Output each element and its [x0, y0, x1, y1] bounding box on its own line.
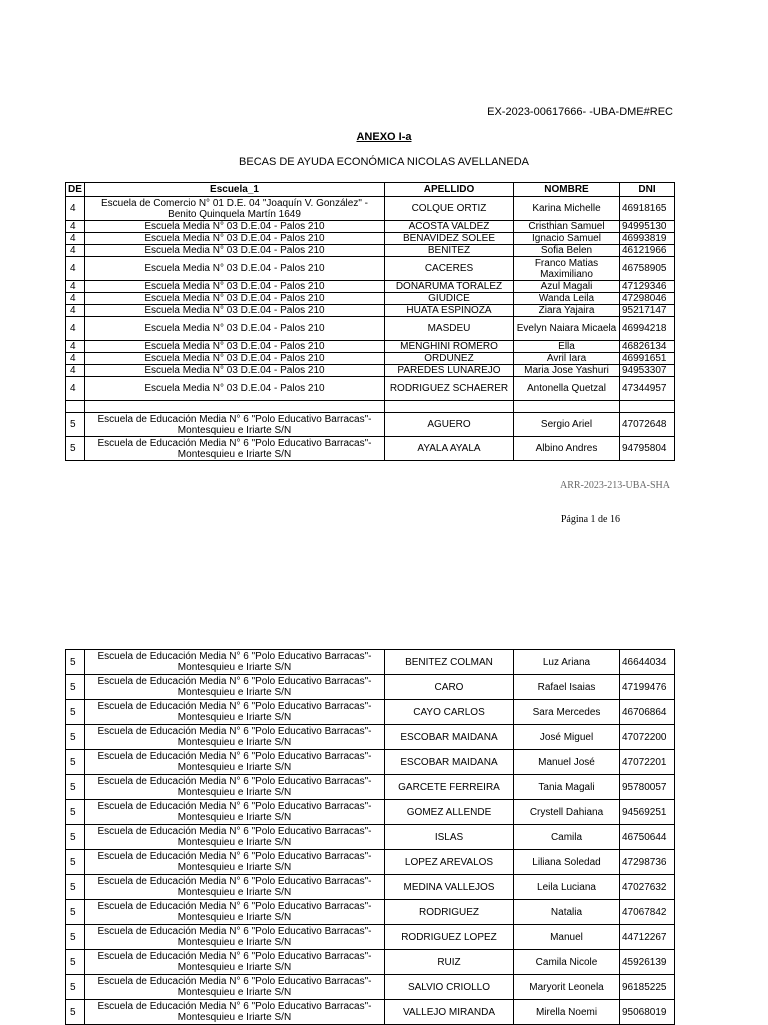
header-de: DE	[66, 183, 85, 197]
table-row	[66, 775, 675, 800]
cell-nombre: Camila Nicole	[514, 950, 620, 975]
table-row	[66, 950, 675, 975]
cell-escuela: Escuela Media N° 03 D.E.04 - Palos 210	[85, 245, 385, 257]
cell-nombre: Camila	[514, 825, 620, 850]
cell-de: 4	[66, 197, 85, 221]
table-row	[66, 850, 675, 875]
cell-nombre: Ignacio Samuel	[514, 233, 620, 245]
cell-escuela: Escuela de Educación Media N° 6 "Polo Educativo Barracas"- Montesquieu e Iriarte S/N	[85, 800, 385, 825]
cell-de	[66, 401, 85, 413]
table-row	[66, 221, 675, 233]
table-row	[66, 317, 675, 341]
cell-escuela: Escuela Media N° 03 D.E.04 - Palos 210	[85, 365, 385, 377]
cell-de: 5	[66, 925, 85, 950]
cell-escuela: Escuela Media N° 03 D.E.04 - Palos 210	[85, 257, 385, 281]
cell-dni: 46758905	[620, 257, 675, 281]
document-page-2	[0, 575, 768, 1024]
cell-apellido: BENITEZ COLMAN	[385, 650, 514, 675]
cell-dni: 47199476	[620, 675, 675, 700]
document-subtitle: BECAS DE AYUDA ECONÓMICA NICOLAS AVELLANEDA	[239, 156, 529, 168]
header-nombre: NOMBRE	[514, 183, 620, 197]
cell-nombre: Luz Ariana	[514, 650, 620, 675]
cell-nombre: Wanda Leila	[514, 293, 620, 305]
cell-apellido: BENAVIDEZ SOLEE	[385, 233, 514, 245]
cell-escuela: Escuela de Educación Media N° 6 "Polo Educativo Barracas"- Montesquieu e Iriarte S/N	[85, 413, 385, 437]
cell-apellido: GOMEZ ALLENDE	[385, 800, 514, 825]
cell-de: 5	[66, 700, 85, 725]
cell-de: 5	[66, 437, 85, 461]
cell-nombre: Albino Andres	[514, 437, 620, 461]
table-row	[66, 925, 675, 950]
table-row	[66, 750, 675, 775]
cell-apellido: VALLEJO MIRANDA	[385, 1000, 514, 1025]
table-row	[66, 377, 675, 401]
cell-dni: 47344957	[620, 377, 675, 401]
cell-apellido: PAREDES LUNAREJO	[385, 365, 514, 377]
table-row	[66, 353, 675, 365]
cell-dni: 47072648	[620, 413, 675, 437]
cell-dni: 47298046	[620, 293, 675, 305]
table-row	[66, 437, 675, 461]
cell-escuela: Escuela Media N° 03 D.E.04 - Palos 210	[85, 221, 385, 233]
cell-dni: 44712267	[620, 925, 675, 950]
cell-escuela: Escuela de Educación Media N° 6 "Polo Educativo Barracas"- Montesquieu e Iriarte S/N	[85, 725, 385, 750]
cell-nombre: Manuel	[514, 925, 620, 950]
cell-escuela: Escuela Media N° 03 D.E.04 - Palos 210	[85, 281, 385, 293]
table-row	[66, 281, 675, 293]
cell-escuela: Escuela de Educación Media N° 6 "Polo Educativo Barracas"- Montesquieu e Iriarte S/N	[85, 900, 385, 925]
table-row	[66, 413, 675, 437]
cell-apellido: CARO	[385, 675, 514, 700]
cell-dni: 46750644	[620, 825, 675, 850]
cell-de: 5	[66, 850, 85, 875]
cell-escuela: Escuela de Educación Media N° 6 "Polo Educativo Barracas"- Montesquieu e Iriarte S/N	[85, 850, 385, 875]
cell-de: 5	[66, 975, 85, 1000]
cell-escuela: Escuela Media N° 03 D.E.04 - Palos 210	[85, 377, 385, 401]
cell-apellido: CACERES	[385, 257, 514, 281]
header-escuela: Escuela_1	[85, 183, 385, 197]
cell-escuela: Escuela de Educación Media N° 6 "Polo Educativo Barracas"- Montesquieu e Iriarte S/N	[85, 925, 385, 950]
table-row	[66, 975, 675, 1000]
cell-nombre: Franco Matias Maximiliano	[514, 257, 620, 281]
cell-apellido: AYALA AYALA	[385, 437, 514, 461]
cell-escuela: Escuela de Comercio N° 01 D.E. 04 "Joaquín V. González" - Benito Quinquela Martín 1649	[85, 197, 385, 221]
cell-escuela: Escuela de Educación Media N° 6 "Polo Educativo Barracas"- Montesquieu e Iriarte S/N	[85, 650, 385, 675]
table-row	[66, 293, 675, 305]
cell-apellido: GARCETE FERREIRA	[385, 775, 514, 800]
table-row	[66, 725, 675, 750]
document-id: EX-2023-00617666- -UBA-DME#REC	[487, 106, 673, 118]
cell-nombre: Sofia Belen	[514, 245, 620, 257]
cell-apellido: RODRIGUEZ	[385, 900, 514, 925]
cell-dni: 95780057	[620, 775, 675, 800]
cell-nombre: Azul Magali	[514, 281, 620, 293]
cell-escuela: Escuela de Educación Media N° 6 "Polo Educativo Barracas"- Montesquieu e Iriarte S/N	[85, 875, 385, 900]
cell-escuela: Escuela de Educación Media N° 6 "Polo Educativo Barracas"- Montesquieu e Iriarte S/N	[85, 1000, 385, 1025]
cell-nombre: Ziara Yajaira	[514, 305, 620, 317]
cell-escuela: Escuela de Educación Media N° 6 "Polo Educativo Barracas"- Montesquieu e Iriarte S/N	[85, 975, 385, 1000]
cell-de: 5	[66, 650, 85, 675]
cell-apellido: MEDINA VALLEJOS	[385, 875, 514, 900]
cell-apellido: ORDUÑEZ	[385, 353, 514, 365]
cell-escuela	[85, 401, 385, 413]
table-row	[66, 650, 675, 675]
scholarship-table-page-2	[65, 649, 675, 1025]
cell-escuela: Escuela Media N° 03 D.E.04 - Palos 210	[85, 353, 385, 365]
cell-dni: 46706864	[620, 700, 675, 725]
cell-dni: 95068019	[620, 1000, 675, 1025]
cell-de: 5	[66, 413, 85, 437]
cell-dni: 47067842	[620, 900, 675, 925]
cell-dni: 94569251	[620, 800, 675, 825]
cell-nombre: Cristhian Samuel	[514, 221, 620, 233]
cell-escuela: Escuela de Educación Media N° 6 "Polo Educativo Barracas"- Montesquieu e Iriarte S/N	[85, 700, 385, 725]
cell-de: 4	[66, 293, 85, 305]
cell-de: 4	[66, 353, 85, 365]
table-row	[66, 401, 675, 413]
cell-nombre: Avril Iara	[514, 353, 620, 365]
cell-apellido: RUIZ	[385, 950, 514, 975]
cell-dni: 47027632	[620, 875, 675, 900]
scholarship-table-page-1	[65, 182, 675, 461]
cell-nombre: Sergio Ariel	[514, 413, 620, 437]
cell-dni: 47072200	[620, 725, 675, 750]
cell-dni: 45926139	[620, 950, 675, 975]
cell-de: 4	[66, 245, 85, 257]
cell-apellido: MENGHINI ROMERO	[385, 341, 514, 353]
cell-nombre: Ella	[514, 341, 620, 353]
cell-nombre: Maria Jose Yashuri	[514, 365, 620, 377]
table-row	[66, 233, 675, 245]
cell-dni: 46121966	[620, 245, 675, 257]
document-stamp: ARR-2023-213-UBA-SHA	[560, 480, 670, 491]
table-row	[66, 305, 675, 317]
cell-dni: 47129346	[620, 281, 675, 293]
cell-de: 5	[66, 825, 85, 850]
cell-apellido: CAYO CARLOS	[385, 700, 514, 725]
cell-escuela: Escuela Media N° 03 D.E.04 - Palos 210	[85, 293, 385, 305]
cell-apellido: HUATA ESPINOZA	[385, 305, 514, 317]
table-row	[66, 900, 675, 925]
cell-nombre: Maryorit Leonela	[514, 975, 620, 1000]
cell-escuela: Escuela de Educación Media N° 6 "Polo Educativo Barracas"- Montesquieu e Iriarte S/N	[85, 825, 385, 850]
cell-nombre: José Miguel	[514, 725, 620, 750]
table-row	[66, 675, 675, 700]
table-row	[66, 197, 675, 221]
annex-title: ANEXO I-a	[356, 131, 412, 143]
cell-escuela: Escuela de Educación Media N° 6 "Polo Educativo Barracas"- Montesquieu e Iriarte S/N	[85, 437, 385, 461]
table-row	[66, 1000, 675, 1025]
cell-de: 4	[66, 257, 85, 281]
cell-escuela: Escuela de Educación Media N° 6 "Polo Educativo Barracas"- Montesquieu e Iriarte S/N	[85, 775, 385, 800]
table-row	[66, 365, 675, 377]
cell-apellido: COLQUE ORTIZ	[385, 197, 514, 221]
cell-escuela: Escuela Media N° 03 D.E.04 - Palos 210	[85, 317, 385, 341]
cell-de: 5	[66, 1000, 85, 1025]
cell-apellido	[385, 401, 514, 413]
cell-dni: 95217147	[620, 305, 675, 317]
cell-de: 5	[66, 875, 85, 900]
cell-nombre: Tania Magali	[514, 775, 620, 800]
cell-apellido: ESCOBAR MAIDANA	[385, 725, 514, 750]
cell-dni: 94795804	[620, 437, 675, 461]
cell-apellido: SALVIO CRIOLLO	[385, 975, 514, 1000]
cell-de: 4	[66, 317, 85, 341]
cell-nombre: Sara Mercedes	[514, 700, 620, 725]
table-row	[66, 341, 675, 353]
page-number: Página 1 de 16	[560, 514, 620, 525]
cell-apellido: RODRIGUEZ SCHAERER	[385, 377, 514, 401]
cell-apellido: GIUDICE	[385, 293, 514, 305]
cell-escuela: Escuela de Educación Media N° 6 "Polo Educativo Barracas"- Montesquieu e Iriarte S/N	[85, 750, 385, 775]
header-dni: DNI	[620, 183, 675, 197]
cell-escuela: Escuela de Educación Media N° 6 "Polo Educativo Barracas"- Montesquieu e Iriarte S/N	[85, 950, 385, 975]
table-row	[66, 700, 675, 725]
cell-escuela: Escuela Media N° 03 D.E.04 - Palos 210	[85, 305, 385, 317]
cell-nombre: Manuel José	[514, 750, 620, 775]
cell-de: 5	[66, 750, 85, 775]
cell-de: 5	[66, 800, 85, 825]
cell-apellido: LOPEZ AREVALOS	[385, 850, 514, 875]
cell-dni: 46991651	[620, 353, 675, 365]
table-row	[66, 800, 675, 825]
cell-escuela: Escuela Media N° 03 D.E.04 - Palos 210	[85, 233, 385, 245]
cell-nombre: Natalia	[514, 900, 620, 925]
cell-nombre: Antonella Quetzal	[514, 377, 620, 401]
cell-escuela: Escuela de Educación Media N° 6 "Polo Educativo Barracas"- Montesquieu e Iriarte S/N	[85, 675, 385, 700]
table-row	[66, 825, 675, 850]
table-row	[66, 257, 675, 281]
cell-dni: 94953307	[620, 365, 675, 377]
cell-apellido: ESCOBAR MAIDANA	[385, 750, 514, 775]
cell-nombre: Liliana Soledad	[514, 850, 620, 875]
cell-de: 4	[66, 377, 85, 401]
cell-nombre: Karina Michelle	[514, 197, 620, 221]
cell-de: 4	[66, 365, 85, 377]
table-row	[66, 875, 675, 900]
cell-de: 4	[66, 305, 85, 317]
cell-apellido: RODRIGUEZ LOPEZ	[385, 925, 514, 950]
cell-apellido: MASDEU	[385, 317, 514, 341]
header-apellido: APELLIDO	[385, 183, 514, 197]
cell-apellido: AGUERO	[385, 413, 514, 437]
cell-apellido: ACOSTA VALDEZ	[385, 221, 514, 233]
cell-dni: 94995130	[620, 221, 675, 233]
cell-nombre: Leila Luciana	[514, 875, 620, 900]
cell-dni: 46994218	[620, 317, 675, 341]
cell-dni: 47072201	[620, 750, 675, 775]
cell-de: 4	[66, 341, 85, 353]
cell-escuela: Escuela Media N° 03 D.E.04 - Palos 210	[85, 341, 385, 353]
cell-apellido: ISLAS	[385, 825, 514, 850]
cell-de: 4	[66, 221, 85, 233]
cell-de: 5	[66, 950, 85, 975]
cell-de: 4	[66, 233, 85, 245]
cell-nombre: Crystell Dahiana	[514, 800, 620, 825]
cell-dni	[620, 401, 675, 413]
cell-de: 5	[66, 775, 85, 800]
cell-dni: 96185225	[620, 975, 675, 1000]
cell-apellido: BENITEZ	[385, 245, 514, 257]
cell-de: 5	[66, 900, 85, 925]
cell-de: 5	[66, 725, 85, 750]
cell-de: 4	[66, 281, 85, 293]
cell-apellido: DONARUMA TORALEZ	[385, 281, 514, 293]
cell-dni: 46826134	[620, 341, 675, 353]
table-row	[66, 245, 675, 257]
cell-nombre: Evelyn Naiara Micaela	[514, 317, 620, 341]
cell-nombre	[514, 401, 620, 413]
cell-dni: 46644034	[620, 650, 675, 675]
cell-de: 5	[66, 675, 85, 700]
cell-dni: 47298736	[620, 850, 675, 875]
cell-nombre: Rafael Isaias	[514, 675, 620, 700]
cell-nombre: Mirella Noemi	[514, 1000, 620, 1025]
table-header-row	[66, 183, 675, 197]
cell-dni: 46993819	[620, 233, 675, 245]
cell-dni: 46918165	[620, 197, 675, 221]
